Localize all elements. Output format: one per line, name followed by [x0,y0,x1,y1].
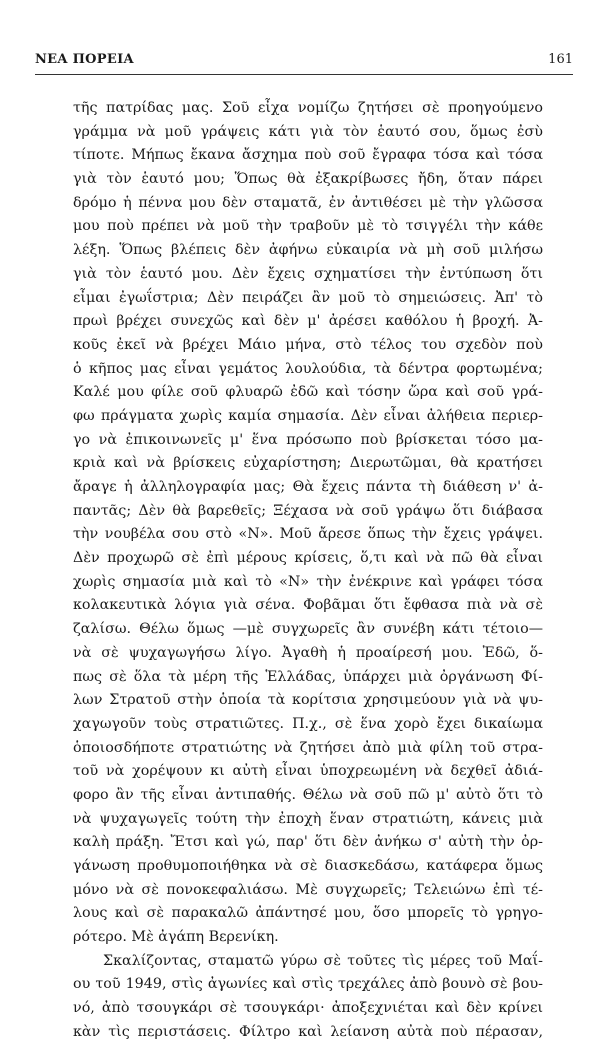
text-line: κολακευτικὰ λόγια γιὰ σένα. Φοβᾶμαι ὅτι ἔφθασα πιὰ νὰ σὲ [73,597,543,614]
text-line: Δὲν προχωρῶ σὲ ἐπὶ μέρους κρίσεις, ὅ,τι καὶ νὰ πῶ θὰ εἶναι [73,550,543,567]
running-title: ΝΕΑ ΠΟΡΕΙΑ [35,52,134,67]
text-line: τὴν νουβέλα σου στὸ «Ν». Μοῦ ἄρεσε ὅπως τὴν ἔχεις γράψει. [73,526,543,543]
text-line: κριὰ καὶ νὰ βρίσκεις εὐχαρίστηση; Διερωτῶμαι, θὰ κρατήσει [73,455,543,472]
text-line: φω πράγματα χωρὶς καμία σημασία. Δὲν εἶναι ἀλήθεια περιερ- [73,407,543,424]
text-line: εἶμαι ἐγωΐστρια; Δὲν πειράζει ἂν μοῦ τὸ σημειώσεις. Ἀπ' τὸ [73,289,543,306]
text-line: λων Στρατοῦ στὴν ὁποία τὰ κορίτσια χρησιμεύουν γιὰ νὰ ψυ- [73,692,543,709]
body-text [73,97,543,1045]
text-line: γράμμα νὰ μοῦ γράψεις κάτι γιὰ τὸν ἑαυτό σου, ὅμως ἐσὺ [73,123,543,140]
text-line: καλὴ πράξη. Ἔτσι καὶ γώ, παρ' ὅτι δὲν ἀνήκω σ' αὐτὴ τὴν ὀρ- [73,834,543,851]
text-line: νὰ σὲ ψυχαγωγήσω λίγο. Ἀγαθὴ ἡ προαίρεσή μου. Ἐδῶ, ὅ- [73,644,543,661]
header-rule [35,74,573,75]
text-line: μου ποὺ πρέπει νὰ μοῦ τὴν τραβοῦν μὲ τὸ τσιγγέλι τὴν κάθε [73,218,543,235]
text-line: ζαλίσω. Θέλω ὅμως —μὲ συγχωρεῖς ἂν συνέβη κάτι τέτοιο— [73,621,543,638]
text-line: γάνωση προθυμοποιήθηκα νὰ σὲ διασκεδάσω, κατάφερα ὅμως [73,858,543,874]
page-number: 161 [548,52,573,67]
text-line: κοῦς ἐκεῖ νὰ βρέχει Μάιο μήνα, στὸ τέλος του σχεδὸν ποὺ [73,336,543,353]
text-line: νό, ἀπὸ τσουγκάρι σὲ τσουγκάρι· ἀποξεχνιέται καὶ δὲν κρίνει [73,1000,543,1017]
text-line: ου τοῦ 1949, στὶς ἀγωνίες καὶ στὶς τρεχάλες ἀπὸ βουνὸ σὲ βου- [73,976,543,993]
text-line: Καλέ μου φίλε σοῦ φλυαρῶ ἐδῶ καὶ τόσην ὥρα καὶ σοῦ γρά- [73,384,543,401]
text-line: νὰ ψυχαγωγεῖς τούτη τὴν ἐποχὴ ἕναν στρατιώτη, κάνεις μιὰ [73,810,543,827]
text-line: τίποτε. Μήπως ἔκανα ἄσχημα ποὺ σοῦ ἔγραφα τόσα καὶ τόσα [73,147,543,164]
text-line: ρότερο. Μὲ ἀγάπη Βερενίκη. [73,929,279,946]
text-line: γιὰ τὸν ἑαυτό μου. Δὲν ἔχεις σχηματίσει τὴν ἐντύπωση ὅτι [73,265,543,282]
paragraph-first-line: Σκαλίζοντας, σταματῶ γύρω σὲ τοῦτες τὶς μέρες τοῦ Μαΐ- [103,952,543,969]
text-line: μόνο νὰ σὲ πονοκεφαλιάσω. Μὲ συγχωρεῖς; Τελειώνω ἐπὶ τέ- [73,881,543,898]
text-line: τοῦ νὰ χορέψουν κι αὐτὴ εἶναι ὑποχρεωμένη νὰ δεχθεῖ ἀδιά- [73,763,543,780]
text-line: λους καὶ σὲ παρακαλῶ ἀπάντησέ μου, ὅσο μπορεῖς τὸ γρηγο- [73,905,543,922]
text-line: παντᾶς; Δὲν θὰ βαρεθεῖς; Ξέχασα νὰ σοῦ γράψω ὅτι διάβασα [73,502,543,519]
text-line: δρόμο ἡ πέννα μου δὲν σταματᾶ, ἐν ἀντιθέσει μὲ τὴν γλῶσσα [73,194,543,211]
text-line: ὁ κῆπος μας εἶναι γεμάτος λουλούδια, τὰ δέντρα φορτωμένα; [73,360,543,377]
text-line: γο νὰ ἐπικοινωνεῖς μ' ἕνα πρόσωπο ποὺ βρίσκεται τόσο μα- [73,431,543,448]
text-line: πρωὶ βρέχει συνεχῶς καὶ δὲν μ' ἀρέσει καθόλου ἡ βροχή. Ἀ- [73,313,543,330]
text-line: λέξη. Ὅπως βλέπεις δὲν ἀφήνω εὐκαιρία νὰ μὴ σοῦ μιλήσω [73,242,543,259]
text-line: φορο ἂν τῆς εἶναι ἀντιπαθής. Θέλω νὰ σοῦ πῶ μ' αὐτὸ ὅτι τὸ [73,786,543,803]
running-header [35,52,573,74]
text-line: ἄραγε ἡ ἀλληλογραφία μας; Θὰ ἔχεις πάντα τὴ διάθεση ν' ἀ- [73,479,543,495]
text-line: χωρὶς σημασία μιὰ καὶ τὸ «Ν» τὴν ἐνέκρινε καὶ γράφει τόσα [73,573,543,590]
text-line: τῆς πατρίδας μας. Σοῦ εἶχα νομίζω ζητήσει σὲ προηγούμενο [73,100,543,116]
text-line: κὰν τὶς περιστάσεις. Φίλτρο καὶ λείανση αὐτὰ ποὺ πέρασαν, [73,1023,543,1040]
text-line: γιὰ τὸν ἑαυτό μου; Ὅπως θὰ ἐξακρίβωσες ἤδη, ὅταν πάρει [73,171,543,188]
text-line: ὁποιοσδήποτε στρατιώτης νὰ ζητήσει ἀπὸ μιὰ φίλη τοῦ στρα- [73,739,543,756]
text-line: χαγωγοῦν τοὺς στρατιῶτες. Π.χ., σὲ ἕνα χορὸ ἔχει δικαίωμα [73,715,543,732]
text-line: πως σὲ ὅλα τὰ μέρη τῆς Ἑλλάδας, ὑπάρχει μιὰ ὀργάνωση Φί- [73,668,543,685]
